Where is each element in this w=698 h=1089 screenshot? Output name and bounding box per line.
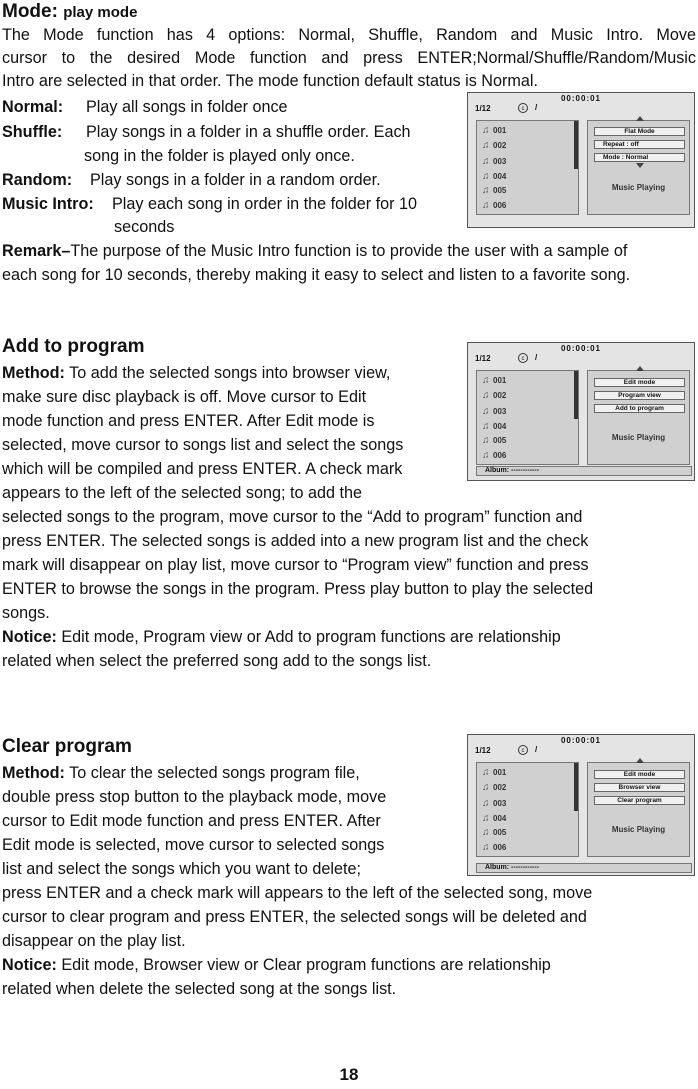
list-item bbox=[482, 767, 506, 778]
song-list bbox=[476, 370, 579, 465]
list-scrollbar bbox=[574, 121, 578, 169]
page-number: 18 bbox=[339, 1065, 359, 1084]
list-item bbox=[482, 375, 506, 386]
list-item bbox=[482, 171, 506, 182]
add-method-text: To add the selected songs into browser view, bbox=[69, 364, 391, 382]
list-item bbox=[482, 406, 506, 417]
screen-track: 1/12 bbox=[475, 104, 491, 113]
add-program-title: Add to program bbox=[2, 336, 145, 357]
song-number: 006 bbox=[493, 451, 507, 460]
clear-line-1 bbox=[2, 762, 360, 785]
screen-slash: / bbox=[535, 353, 538, 362]
music-note-icon: ♫ bbox=[482, 125, 490, 136]
clear-notice-line-1 bbox=[2, 954, 551, 977]
list-item bbox=[482, 435, 506, 446]
music-note-icon: ♫ bbox=[482, 435, 490, 446]
music-note-icon: ♫ bbox=[482, 200, 490, 211]
menu-browser-view[interactable]: Browser view bbox=[594, 783, 685, 792]
list-item bbox=[482, 450, 506, 461]
song-number: 004 bbox=[493, 422, 507, 431]
add-notice-label: Notice: bbox=[2, 628, 57, 646]
screen-slash: / bbox=[535, 745, 538, 754]
add-notice-line-2: related when select the preferred song add to the songs list. bbox=[2, 652, 432, 670]
shuffle-label: Shuffle: bbox=[2, 123, 63, 141]
song-number: 005 bbox=[493, 828, 507, 837]
screen-time: 00:00:01 bbox=[560, 736, 602, 745]
list-item bbox=[482, 842, 506, 853]
mode-title: Mode: bbox=[2, 1, 58, 22]
list-item bbox=[482, 798, 506, 809]
menu-repeat[interactable]: Repeat : off bbox=[594, 140, 685, 149]
arrow-down-icon bbox=[636, 163, 644, 168]
remark-line-1 bbox=[2, 240, 696, 263]
add-line-2: make sure disc playback is off. Move cursor to Edit bbox=[2, 388, 367, 406]
song-number: 002 bbox=[493, 391, 507, 400]
add-line-10: ENTER to browse the songs in the program. Press play button to play the selected bbox=[2, 580, 594, 598]
screen-track: 1/12 bbox=[475, 354, 491, 363]
list-item bbox=[482, 200, 506, 211]
song-number: 001 bbox=[493, 126, 507, 135]
add-line-8: press ENTER. The selected songs is added into a new program list and the check bbox=[2, 532, 589, 550]
menu-flat-mode[interactable]: Flat Mode bbox=[594, 127, 685, 136]
album-bar: Album: ------------ bbox=[476, 863, 692, 873]
song-number: 003 bbox=[493, 157, 507, 166]
arrow-up-icon bbox=[636, 758, 644, 763]
music-note-icon: ♫ bbox=[482, 767, 490, 778]
remark-line-2: each song for 10 seconds, thereby making it easy to select and listen to a favorite song. bbox=[2, 266, 631, 284]
list-item bbox=[482, 185, 506, 196]
list-item bbox=[482, 813, 506, 824]
screen-track: 1/12 bbox=[475, 746, 491, 755]
clear-notice-label: Notice: bbox=[2, 956, 57, 974]
music-note-icon: ♫ bbox=[482, 171, 490, 182]
list-item bbox=[482, 421, 506, 432]
music-note-icon: ♫ bbox=[482, 140, 490, 151]
add-notice-text: Edit mode, Program view or Add to program functions are relationship bbox=[61, 628, 561, 646]
music-playing-label: Music Playing bbox=[611, 825, 666, 834]
function-menu bbox=[587, 762, 690, 857]
music-note-icon: ♫ bbox=[482, 842, 490, 853]
music-note-icon: ♫ bbox=[482, 156, 490, 167]
normal-label: Normal: bbox=[2, 98, 64, 116]
clear-notice-text: Edit mode, Browser view or Clear program functions are relationship bbox=[61, 956, 551, 974]
add-line-4: selected, move cursor to songs list and select the songs bbox=[2, 436, 404, 454]
song-number: 001 bbox=[493, 376, 507, 385]
music-note-icon: ♫ bbox=[482, 375, 490, 386]
add-line-1 bbox=[2, 362, 390, 385]
mode-screen bbox=[467, 92, 695, 228]
song-number: 003 bbox=[493, 407, 507, 416]
list-item bbox=[482, 782, 506, 793]
music-note-icon: ♫ bbox=[482, 782, 490, 793]
song-number: 005 bbox=[493, 436, 507, 445]
disc-icon: c bbox=[518, 745, 528, 755]
add-notice-line-1 bbox=[2, 626, 561, 649]
mode-intro-line-2: cursor to the desired Mode function and press ENTER;Normal/Shuffle/Random/Music bbox=[2, 49, 696, 67]
list-item bbox=[482, 827, 506, 838]
music-playing-label: Music Playing bbox=[611, 433, 666, 442]
music-intro-label: Music Intro: bbox=[2, 195, 94, 213]
menu-mode[interactable]: Mode : Normal bbox=[594, 153, 685, 162]
random-label: Random: bbox=[2, 171, 73, 189]
screen-slash: / bbox=[535, 103, 538, 112]
song-number: 006 bbox=[493, 201, 507, 210]
clear-line-5: list and select the songs which you want to delete; bbox=[2, 860, 362, 878]
song-number: 004 bbox=[493, 814, 507, 823]
function-menu bbox=[587, 370, 690, 465]
song-number: 002 bbox=[493, 141, 507, 150]
music-note-icon: ♫ bbox=[482, 450, 490, 461]
song-number: 004 bbox=[493, 172, 507, 181]
clear-method-label: Method: bbox=[2, 764, 65, 782]
add-line-6: appears to the left of the selected song; to add the bbox=[2, 484, 362, 502]
arrow-up-icon bbox=[636, 116, 644, 121]
remark-label: Remark– bbox=[2, 242, 71, 260]
disc-icon: c bbox=[518, 103, 528, 113]
music-playing-label: Music Playing bbox=[611, 183, 666, 192]
disc-icon: c bbox=[518, 353, 528, 363]
music-note-icon: ♫ bbox=[482, 390, 490, 401]
song-list bbox=[476, 762, 579, 857]
remark-text-1: The purpose of the Music Intro function is to provide the user with a sample of bbox=[70, 242, 628, 260]
song-list bbox=[476, 120, 579, 215]
list-item bbox=[482, 140, 506, 151]
shuffle-text-2: song in the folder is played only once. bbox=[84, 147, 355, 165]
add-program-screen bbox=[467, 342, 695, 481]
clear-program-screen bbox=[467, 734, 695, 876]
song-number: 006 bbox=[493, 843, 507, 852]
add-line-7: selected songs to the program, move cursor to the “Add to program” function and bbox=[2, 508, 583, 526]
list-item bbox=[482, 125, 506, 136]
clear-line-3: cursor to Edit mode function and press ENTER. After bbox=[2, 812, 381, 830]
album-bar: Album: ------------ bbox=[476, 466, 692, 476]
music-intro-text-1: Play each song in order in the folder for 10 bbox=[112, 195, 418, 213]
mode-heading bbox=[2, 0, 137, 25]
clear-line-8: disappear on the play list. bbox=[2, 932, 186, 950]
screen-time: 00:00:01 bbox=[560, 344, 602, 353]
screen-time: 00:00:01 bbox=[560, 94, 602, 103]
music-note-icon: ♫ bbox=[482, 827, 490, 838]
normal-text: Play all songs in folder once bbox=[86, 98, 288, 116]
menu-clear-program[interactable]: Clear program bbox=[594, 796, 685, 805]
menu-program-view[interactable]: Program view bbox=[594, 391, 685, 400]
clear-program-title: Clear program bbox=[2, 736, 132, 757]
add-line-11: songs. bbox=[2, 604, 50, 622]
music-intro-text-2: seconds bbox=[114, 218, 175, 236]
list-item bbox=[482, 390, 506, 401]
list-item bbox=[482, 156, 506, 167]
add-line-3: mode function and press ENTER. After Edit mode is bbox=[2, 412, 375, 430]
menu-edit-mode[interactable]: Edit mode bbox=[594, 770, 685, 779]
clear-line-4: Edit mode is selected, move cursor to selected songs bbox=[2, 836, 385, 854]
song-number: 005 bbox=[493, 186, 507, 195]
function-menu bbox=[587, 120, 690, 215]
arrow-up-icon bbox=[636, 366, 644, 371]
music-note-icon: ♫ bbox=[482, 798, 490, 809]
clear-method-text: To clear the selected songs program file, bbox=[69, 764, 360, 782]
add-method-label: Method: bbox=[2, 364, 65, 382]
shuffle-text-1: Play songs in a folder in a shuffle order. Each bbox=[86, 123, 411, 141]
menu-edit-mode[interactable]: Edit mode bbox=[594, 378, 685, 387]
random-text: Play songs in a folder in a random order. bbox=[90, 171, 381, 189]
mode-title-sub: play mode bbox=[63, 4, 138, 21]
music-note-icon: ♫ bbox=[482, 813, 490, 824]
song-number: 002 bbox=[493, 783, 507, 792]
add-line-5: which will be compiled and press ENTER. A check mark bbox=[2, 460, 403, 478]
menu-add-to-program[interactable]: Add to program bbox=[594, 404, 685, 413]
clear-line-6: press ENTER and a check mark will appears to the left of the selected song, move bbox=[2, 884, 593, 902]
list-scrollbar bbox=[574, 763, 578, 811]
mode-intro-line-3: Intro are selected in that order. The mode function default status is Normal. bbox=[2, 72, 538, 90]
clear-line-2: double press stop button to the playback mode, move bbox=[2, 788, 387, 806]
add-line-9: mark will disappear on play list, move cursor to “Program view” function and press bbox=[2, 556, 589, 574]
list-scrollbar bbox=[574, 371, 578, 419]
clear-line-7: cursor to clear program and press ENTER, the selected songs will be deleted and bbox=[2, 908, 587, 926]
music-note-icon: ♫ bbox=[482, 406, 490, 417]
mode-intro-line-1: The Mode function has 4 options: Normal, Shuffle, Random and Music Intro. Move bbox=[2, 26, 696, 44]
music-note-icon: ♫ bbox=[482, 185, 490, 196]
song-number: 003 bbox=[493, 799, 507, 808]
clear-notice-line-2: related when delete the selected song at the songs list. bbox=[2, 980, 397, 998]
song-number: 001 bbox=[493, 768, 507, 777]
music-note-icon: ♫ bbox=[482, 421, 490, 432]
